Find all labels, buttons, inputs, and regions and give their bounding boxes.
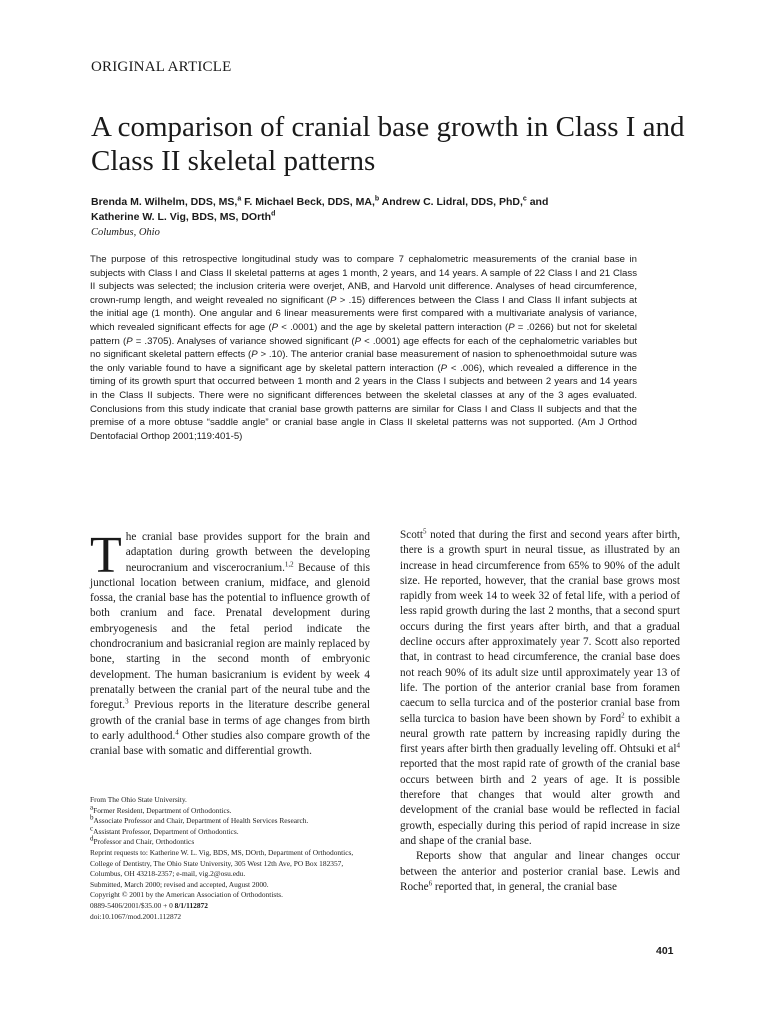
footnote: $^c$Assistant Professor, Department of Orthodontics. [90, 824, 239, 836]
author-location: Columbus, Ohio [91, 227, 160, 238]
article-title: A comparison of cranial base growth in Class I and Class II skeletal patterns [91, 111, 685, 177]
body-paragraph: Reports show that angular and linear changes occur between the anterior and posterior cranial base. Lewis and Roche$^6$ reported that, in general, the cranial base [400, 850, 680, 893]
footnote: From The Ohio State University. [90, 795, 187, 804]
abstract: The purpose of this retrospective longitudinal study was to compare 7 cephalometric measurements of the cranial base in subjects with Class I and Class II skeletal patterns at ages 1 month, 2 years, and 14 years. A sample of 22 Class I and 21 Class II subjects was selected; the inclusion criteria were overjet, ANB, and Harvold unit difference. Analyses of head circumference, crown-rump length, and weight revealed no significant (P > .15) differences between the Class I and Class II infant subjects at the initial age (1 month). One angular and 6 linear measurements were first compared with a multivariate analysis of variance, which revealed significant effects for age (P < .0001) and the age by skeletal pattern interaction (P = .0266) but not for skeletal pattern (P = .3705). Analyses of variance showed significant (P < .0001) age effects for each of the cephalometric variables but no significant skeletal pattern effects (P > .10). The anterior cranial base measurement of nasion to sphenoethmoidal suture was the only variable found to have a significant age by skeletal pattern interaction (P < .006), which revealed a difference in the timing of its growth spurt that occurred between 1 month and 2 years in the Class I subjects and between 2 years and 14 years in the Class II subjects. There were no significant differences between the skeletal classes at any of the 3 ages evaluated. Conclusions from this study indicate that cranial base growth patterns are similar for Class I and Class II subjects and that the premise of a more obtuse “saddle angle” or cranial base angle in Class II skeletal patterns was not supported. (Am J Orthod Dentofacial Orthop 2001;119:401-5) [90, 254, 637, 442]
footnote: $^a$Former Resident, Department of Orthodontics. [90, 803, 232, 815]
author-affiliation-mark: d [271, 210, 276, 218]
author-list [91, 195, 681, 225]
footnote: Reprint requests to: Katherine W. L. Vig, BDS, MS, DOrth, Department of Orthodontics, College of Dentistry, The Ohio State University, 305 West 12th Ave, PO Box 182357, Columbus, OH 43218-2357; e-mail, vig.2@osu.edu. [90, 847, 354, 879]
footnote: Submitted, March 2000; revised and accepted, August 2000. [90, 879, 269, 889]
page-number: 401 [656, 945, 674, 957]
author-affiliation-mark: b [374, 195, 380, 203]
author-name: F. Michael Beck, DDS, MA, [241, 196, 375, 208]
author-affiliation-mark: c [522, 195, 527, 203]
footnote: $^d$Professor and Chair, Orthodontics [90, 834, 195, 847]
footnote: Copyright © 2001 by the American Association of Orthodontists. [90, 890, 284, 900]
section-label: ORIGINAL ARTICLE [91, 59, 232, 75]
body-column-right [400, 528, 680, 895]
footnote: doi:10.1067/mod.2001.112872 [90, 911, 182, 921]
author-affiliation-mark: a [237, 195, 242, 203]
author-name: Katherine W. L. Vig, BDS, MS, DOrth [91, 211, 272, 223]
footnote: 0889-5406/2001/$35.00 + 0 8/1/112872 [90, 900, 208, 910]
body-column-left [90, 527, 370, 759]
author-conjunction: and [526, 196, 549, 208]
footnotes [90, 795, 370, 922]
drop-cap: T [90, 527, 122, 584]
footnote: $^b$Associate Professor and Chair, Department of Health Services Research. [90, 813, 309, 826]
body-paragraph: Scott$^5$ noted that during the first and second years after birth, there is a growth spurt in neural tissue, as illustrated by an increase in head circumference from 65% to 90% of the adult size. He reported, however, that the cranial base grows most rapidly from week 14 to week 32 of fetal life, with a period of less rapid growth during the last 2 months, that a second spurt occurs during the first years after birth, and that a gradual decline occurs after approximately year 7. Scott also reported that, in contrast to head circumference, the cranial base does not reach 90% of its adult size until approximately year 13 of life. The portion of the anterior cranial base from foramen caecum to sella turcica and of the posterior cranial base from sella turcica to basion have been shown by Ford$^2$ to exhibit a neural growth rate pattern by increasing rapidly during the first years after birth then gradually leveling off. Ohtsuki et $al^4$ reported that the most rapid rate of growth of the cranial base occurs between birth and 2 years of age. It is possible therefore that changes that would alter growth and development of the cranial base would be reflected in facial growth, especially during this period of rapid increase in size and shape of the cranial base. [400, 527, 680, 847]
intro-paragraph: The cranial base provides support for the brain and adaptation during growth between the developing neurocranium and viscerocranium.$^{1,2}$ Because of this junctional location between cranium, midface, and glenoid fossa, the cranial base has the potential to influence growth of both cranium and face. Prenatal development during embryogenesis and the fetal period indicate the chondrocranium and basicranial region are mainly replaced by bone, starting in the second month of embryonic development. The human basicranium is evident by week 4 prenatally between the cranial part of the neural tube and the foregut.$^3$ Previous reports in the literature describe general growth of the cranial base in terms of age changes from birth to early adulthood.$^4$ Other studies also compare growth of the cranial base with somatic and differential growth. [90, 527, 370, 758]
author-name: Andrew C. Lidral, DDS, PhD, [379, 196, 523, 208]
author-name: Brenda M. Wilhelm, DDS, MS, [91, 196, 238, 208]
